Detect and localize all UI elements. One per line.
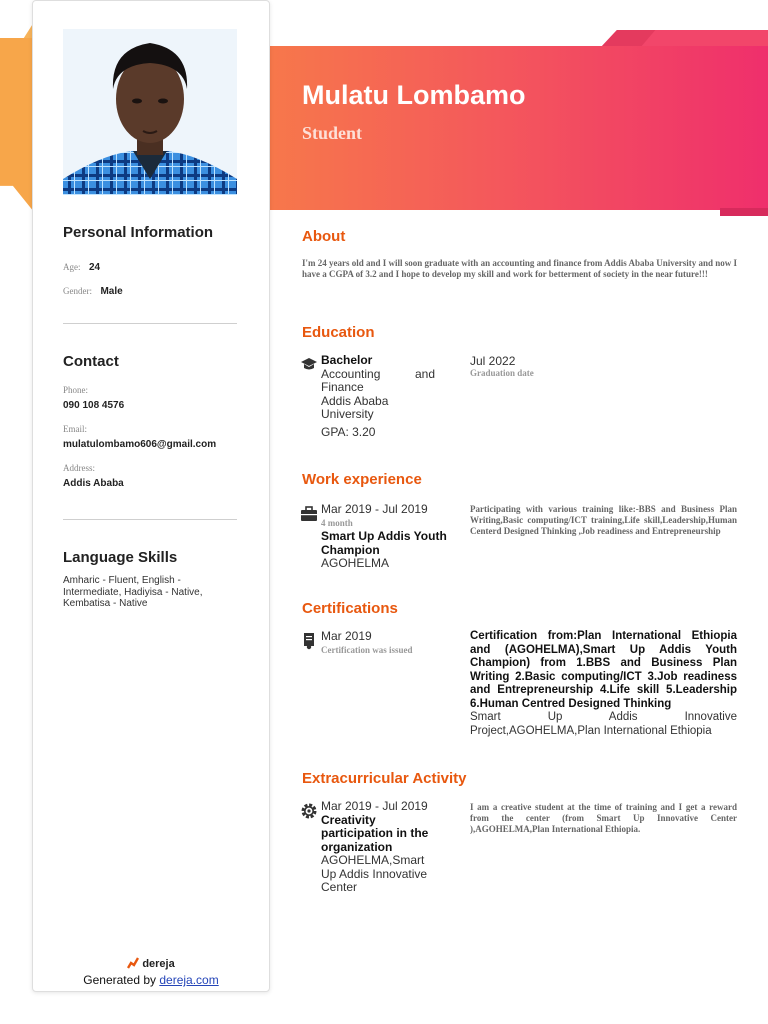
briefcase-icon xyxy=(300,505,318,523)
education-entry xyxy=(321,354,435,439)
generated-by xyxy=(33,973,269,987)
work-duration: 4 month xyxy=(321,517,353,528)
field-of-study: Accounting and Finance xyxy=(321,366,435,394)
certification-entry xyxy=(321,630,461,657)
dereja-logo-icon xyxy=(127,957,139,969)
decor-header-underline xyxy=(720,208,768,216)
school: Addis Ababa University xyxy=(321,393,389,421)
profile-role: Student xyxy=(302,123,363,143)
profile-photo xyxy=(63,29,237,195)
address-value: Addis Ababa xyxy=(63,478,124,489)
divider xyxy=(63,519,237,520)
contact-heading: Contact xyxy=(63,353,119,370)
age-label: Age: xyxy=(63,262,81,272)
gender-row xyxy=(63,281,123,299)
phone-value[interactable]: 090 108 4576 xyxy=(63,400,125,411)
personal-info-heading: Personal Information xyxy=(63,224,214,241)
profile-name: Mulatu Lombamo xyxy=(302,80,526,110)
age-value: 24 xyxy=(88,262,101,273)
work-heading: Work experience xyxy=(302,471,422,488)
gear-icon xyxy=(300,802,318,820)
age-row xyxy=(63,257,100,275)
address-label: Address: xyxy=(63,463,95,473)
extracurricular-entry xyxy=(321,800,433,895)
degree: Bachelor xyxy=(321,353,373,367)
work-position: Smart Up Addis Youth Champion xyxy=(321,529,447,557)
graduation-date: Jul 2022 xyxy=(470,354,516,368)
work-entry xyxy=(321,503,451,571)
dereja-logo-text: dereja xyxy=(142,958,175,970)
certification-details xyxy=(470,630,737,738)
extracurricular-period: Mar 2019 - Jul 2019 xyxy=(321,799,428,813)
certifications-heading: Certifications xyxy=(302,600,398,617)
about-heading: About xyxy=(302,228,346,245)
extracurricular-heading: Extracurricular Activity xyxy=(302,770,467,787)
sidebar-card xyxy=(32,0,270,992)
graduation-cap-icon xyxy=(300,355,318,373)
education-date-block xyxy=(470,354,737,378)
extracurricular-description: I am a creative student at the time of training and I get a reward from the center (from Smart Up Innovative Center ),AGOHELMA,Plan International Ethiopia. xyxy=(470,802,737,834)
certification-text: Certification from:Plan International Ethiopia and (AGOHELMA),Smart Up Addis Youth Champion) from 1.BBS and Business Plan Writing 2.Basic computing/ICT 3.Job readiness and Entrepreneurship 4.Life skill 5.Leadership 6.Human Centred Designed Thinking xyxy=(470,630,737,710)
work-description: Participating with various training like:-BBS and Business Plan Writing,Basic computing/ICT training,Life skill,Leadership,Human Centerd Designed Thinking ,Job readiness and Entrepreneurship xyxy=(470,504,737,536)
email-value[interactable]: mulatulombamo606@gmail.com xyxy=(63,439,217,450)
education-heading: Education xyxy=(302,324,375,341)
gender-label: Gender: xyxy=(63,286,92,296)
certification-issuer: Smart Up Addis Innovative Project,AGOHELMA,Plan International Ethiopia xyxy=(470,711,737,737)
decor-left-strip xyxy=(0,38,34,212)
email-label: Email: xyxy=(63,424,87,434)
phone-label: Phone: xyxy=(63,385,89,395)
about-text: I'm 24 years old and I will soon graduate with an accounting and finance from Addis Ababa University and now I have a CGPA of 3.2 and I hope to develop my skill and work for betterment of society in the near future!!! xyxy=(302,258,737,279)
work-organization: AGOHELMA xyxy=(321,556,390,570)
gender-value: Male xyxy=(100,286,123,297)
graduation-date-caption: Graduation date xyxy=(470,368,534,378)
dereja-link[interactable]: dereja.com xyxy=(159,973,219,987)
generated-by-text: Generated by xyxy=(83,973,160,987)
language-heading: Language Skills xyxy=(63,549,178,566)
certification-date: Mar 2019 xyxy=(321,629,372,643)
extracurricular-organization: AGOHELMA,Smart Up Addis Innovative Center xyxy=(321,853,428,894)
dereja-logo[interactable] xyxy=(33,957,269,970)
extracurricular-activity: Creativity participation in the organization xyxy=(321,812,429,854)
work-period: Mar 2019 - Jul 2019 xyxy=(321,502,428,516)
divider xyxy=(63,323,237,324)
certificate-icon xyxy=(300,632,318,650)
certification-caption: Certification was issued xyxy=(321,644,413,655)
gpa: GPA: 3.20 xyxy=(321,424,376,439)
language-list: Amharic - Fluent, English - Intermediate, Hadiyisa - Native, Kembatisa - Native xyxy=(63,575,203,609)
